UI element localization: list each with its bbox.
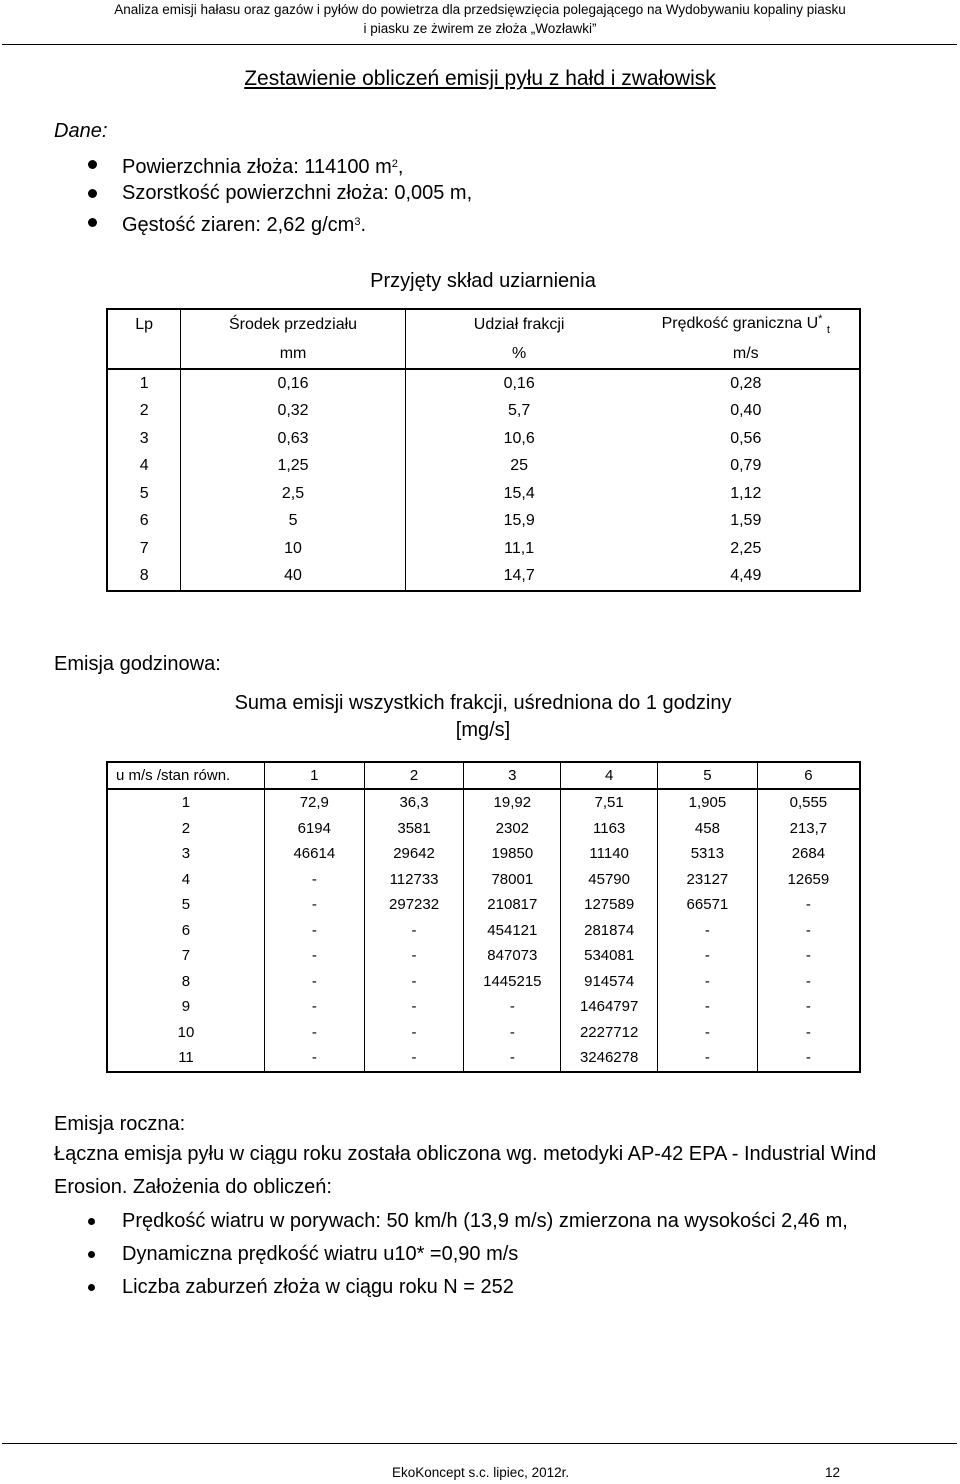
unit-cell: mm	[181, 339, 405, 369]
bullet-icon	[88, 218, 97, 227]
page-header	[0, 0, 960, 38]
column-header: Prędkość graniczna U* $_t$	[661, 313, 830, 336]
emisja-table	[106, 761, 861, 1073]
table-row: 1 0,16 0,16 0,28	[107, 369, 860, 398]
table-row: 1 72,9 36,3 19,92 7,51 1,905 0,555	[107, 789, 860, 816]
bullet-icon	[88, 1251, 95, 1258]
table-row: 8 - - 1445215 914574 - -	[107, 969, 860, 995]
column-header: 2	[364, 762, 464, 789]
emisja-godzinowa-title: Suma emisji wszystkich frakcji, uśredniona do 1 godziny [mg/s]	[234, 692, 732, 741]
column-header: 1	[264, 762, 364, 789]
table-row: 10 - - - 2227712 - -	[107, 1020, 860, 1046]
column-header: Lp	[135, 315, 154, 333]
header-rule	[2, 44, 957, 45]
footer-company: EkoKoncept s.c. lipiec, 2012r.	[392, 1465, 570, 1480]
table-row: 3 0,63 10,6 0,56	[107, 425, 860, 453]
table-row: 7 - - 847073 534081 - -	[107, 943, 860, 969]
column-header: 4	[561, 762, 658, 789]
column-header: Udział frakcji	[405, 309, 632, 339]
list-item: Gęstość ziaren: 2,62 $g/cm^3$.	[88, 208, 472, 237]
emisja-roczna-paragraph: Łączna emisja pyłu w ciągu roku została obliczona wg. metodyki AP-42 EPA - Industrial Wind Erosion. Założenia do obliczeń:	[54, 1143, 877, 1198]
list-item: Powierzchnia złoża: 114100 $m^2$,	[88, 150, 472, 179]
table-row: 5 2,5 15,4 1,12	[107, 480, 860, 508]
sklad-table	[106, 308, 861, 592]
unit-cell: m/s	[633, 339, 860, 369]
table-header-row	[107, 762, 860, 789]
document-title: Zestawienie obliczeń emisji pyłu z hałd i zwałowisk	[244, 67, 716, 90]
table-row: 4 1,25 25 0,79	[107, 453, 860, 481]
list-item: Dynamiczna prędkość wiatru u10* =0,90 m/s	[88, 1238, 848, 1271]
bullet-icon	[88, 1218, 95, 1225]
table-row: 3 46614 29642 19850 11140 5313 2684	[107, 841, 860, 867]
bullet-icon	[88, 189, 97, 198]
bullet-icon	[88, 160, 97, 169]
table-row: 6 5 15,9 1,59	[107, 508, 860, 536]
table-row: 4 - 112733 78001 45790 23127 12659	[107, 867, 860, 893]
table-row: 5 - 297232 210817 127589 66571 -	[107, 892, 860, 918]
header-line-1: Analiza emisji hałasu oraz gazów i pyłów do powietrza dla przedsięwzięcia polegającego na Wydobywaniu kopaliny piasku	[114, 2, 846, 17]
unit-cell: %	[405, 339, 632, 369]
table-row: 9 - - - 1464797 - -	[107, 994, 860, 1020]
sklad-title: Przyjęty skład uziarnienia	[370, 270, 596, 292]
zalozenia-list	[88, 1205, 848, 1304]
dane-list	[88, 150, 472, 237]
list-item: Szorstkość powierzchni złoża: 0,005 m,	[88, 179, 472, 208]
header-line-2: i piasku ze żwirem ze złoża „Wozławki”	[363, 21, 597, 36]
page-number: 12	[825, 1465, 841, 1480]
table-row: 7 10 11,1 2,25	[107, 535, 860, 563]
column-header: 5	[658, 762, 758, 789]
column-header: Środek przedziału	[181, 309, 405, 339]
table-header-row	[107, 309, 860, 339]
emisja-roczna-label: Emisja roczna:	[54, 1113, 186, 1135]
list-item: Liczba zaburzeń złoża w ciągu roku N = 252	[88, 1271, 848, 1304]
list-item: Prędkość wiatru w porywach: 50 km/h (13,9 m/s) zmierzona na wysokości 2,46 m,	[88, 1205, 848, 1238]
column-header: 6	[757, 762, 860, 789]
table-row: 8 40 14,7 4,49	[107, 563, 860, 592]
column-header: u m/s /stan równ.	[107, 762, 264, 789]
table-units-row	[107, 339, 860, 369]
bullet-icon	[88, 1284, 95, 1291]
table-row: 2 6194 3581 2302 1163 458 213,7	[107, 816, 860, 842]
footer-rule	[2, 1443, 957, 1444]
table-row: 2 0,32 5,7 0,40	[107, 398, 860, 426]
emisja-godzinowa-label: Emisja godzinowa:	[54, 653, 221, 675]
table-row: 11 - - - 3246278 - -	[107, 1045, 860, 1072]
column-header: 3	[464, 762, 561, 789]
unit-cell	[107, 339, 181, 369]
table-row: 6 - - 454121 281874 - -	[107, 918, 860, 944]
dane-label: Dane:	[54, 120, 108, 142]
